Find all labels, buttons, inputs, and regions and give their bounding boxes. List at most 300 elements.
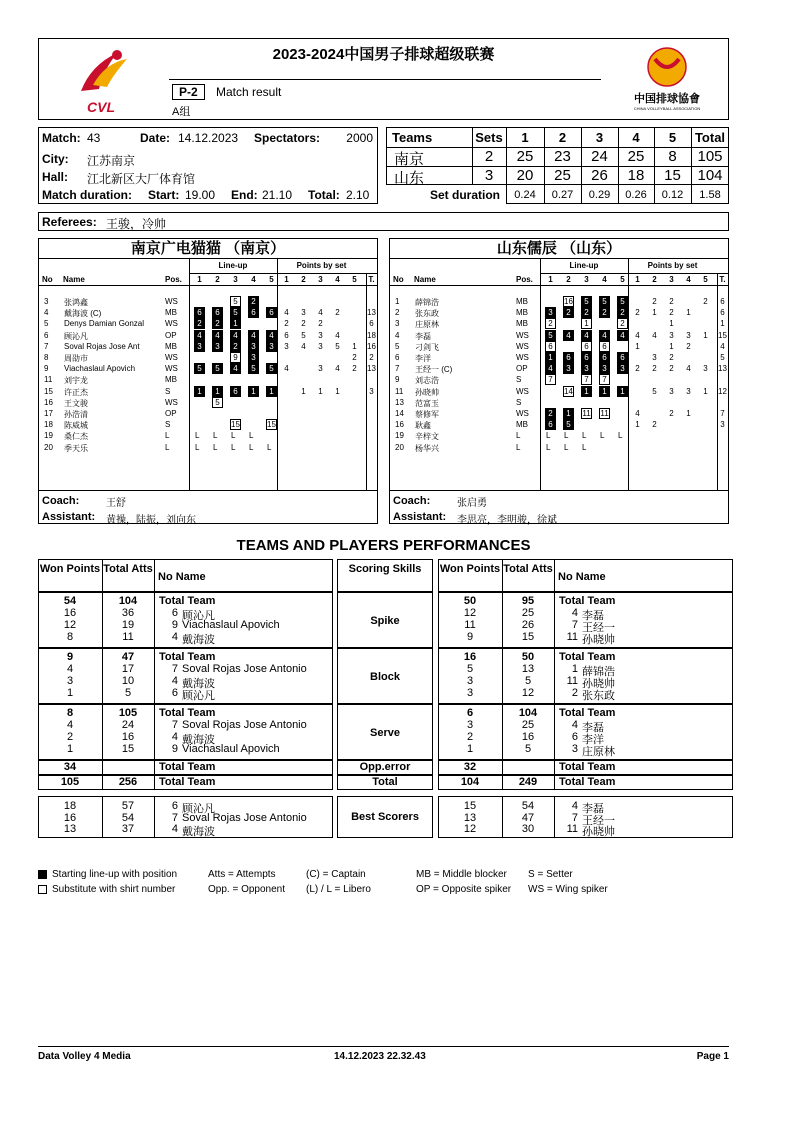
legend-item: Atts = Attempts: [208, 869, 276, 880]
lineup-cell: 5: [194, 363, 205, 374]
referees-value: 王骏，冷帅: [106, 217, 167, 231]
lineup-cell: 3: [248, 341, 259, 352]
footer-left: Data Volley 4 Media: [38, 1051, 131, 1062]
won-points: 8: [66, 631, 74, 643]
home-team-panel: [38, 238, 378, 524]
player-position: MB: [165, 375, 177, 385]
player-total: 13: [718, 364, 727, 374]
assistant-names: 黄操，陆振，刘向东: [106, 515, 196, 526]
referees-box: [38, 212, 729, 231]
score-set-points: 23: [554, 148, 571, 165]
won-points: 16: [63, 811, 77, 824]
libero-mark: L: [231, 442, 236, 452]
date-value: 14.12.2023: [178, 131, 239, 145]
player-name: 庄原林: [582, 746, 615, 758]
points-by-set-header: Points by set: [647, 261, 698, 270]
player-total: 5: [720, 353, 725, 362]
set-points: 1: [635, 420, 640, 430]
lineup-cell: 6: [581, 341, 592, 352]
best-scorers-label: Best Scorers: [351, 811, 419, 823]
player-number: 8: [44, 353, 49, 362]
player-no: 7: [171, 719, 178, 731]
set-points: 4: [686, 364, 691, 374]
set-points: 2: [703, 297, 708, 306]
lineup-cell: 6: [599, 341, 610, 352]
match-number: 43: [87, 131, 101, 145]
lineup-cell: 2: [545, 408, 556, 419]
won-points: 5: [466, 663, 474, 675]
player-name: 孙晓帅: [582, 634, 615, 646]
player-no: 4: [171, 823, 178, 835]
sets-header: Sets: [475, 130, 503, 145]
player-position: MB: [516, 319, 528, 329]
lineup-cell: 1: [563, 408, 574, 419]
libero-mark: L: [213, 442, 218, 452]
player-name: Total Team: [159, 651, 216, 663]
referees-label: Referees:: [42, 215, 97, 229]
team-name: 山东儒辰 （山东）: [496, 240, 622, 257]
lineup-cell: 6: [248, 307, 259, 318]
won-points: 18: [63, 800, 77, 812]
teams-header: Teams: [392, 130, 433, 145]
skill-name: Spike: [370, 615, 400, 627]
set-5-header: 5: [668, 130, 677, 145]
player-no: 7: [171, 811, 178, 824]
lineup-cell: 4: [248, 330, 259, 341]
lineup-cell: 1: [617, 386, 628, 397]
set-points: 2: [352, 353, 357, 362]
set-duration-value: 0.29: [588, 189, 611, 201]
lineup-cell: 4: [230, 330, 241, 341]
city-value: 江苏南京: [87, 154, 136, 168]
player-name: 范富玉: [415, 398, 439, 408]
set-points: 5: [301, 330, 306, 340]
player-name: Viachaslaul Apovich: [182, 619, 280, 631]
won-points: 11: [464, 619, 476, 631]
lineup-cell: 3: [212, 341, 223, 352]
lineup-set-header: 3: [584, 275, 589, 284]
total-atts: 5: [524, 675, 532, 687]
player-total: 2: [369, 353, 374, 362]
set-points: 2: [635, 364, 640, 374]
won-points: 2: [466, 731, 474, 743]
won-points: 105: [60, 776, 80, 788]
header-box: [38, 38, 729, 120]
set-points: 1: [686, 308, 691, 318]
team-label: Total Team: [559, 761, 616, 773]
player-no: 4: [171, 675, 178, 687]
player-position: L: [516, 431, 521, 441]
player-position: WS: [516, 386, 529, 396]
player-position: L: [165, 431, 170, 441]
substitute-square-icon: [38, 885, 47, 894]
won-points: 3: [466, 687, 474, 699]
player-name: 辛梓文: [415, 432, 439, 442]
total-atts: 105: [118, 707, 138, 719]
set-points: 2: [669, 364, 674, 374]
lineup-cell: 2: [230, 341, 241, 352]
player-no: 6: [171, 607, 178, 619]
total-atts: 10: [121, 675, 135, 687]
end-label: End:: [231, 188, 258, 202]
set-points: 3: [686, 330, 691, 340]
legend-item: OP = Opposite spiker: [416, 884, 512, 895]
player-number: 6: [395, 353, 400, 362]
set-points: 2: [686, 341, 691, 351]
lineup-set-header: 2: [566, 275, 571, 284]
won-points: 12: [463, 607, 477, 619]
won-points: 104: [460, 776, 480, 788]
lineup-cell: 5: [617, 296, 628, 307]
player-number: 6: [44, 330, 49, 340]
total-atts: 5: [124, 687, 132, 699]
player-number: 18: [44, 420, 53, 430]
date-label: Date:: [140, 131, 171, 145]
set-points: 1: [301, 386, 306, 396]
total-atts: 95: [521, 595, 535, 607]
lineup-cell: 1: [194, 386, 205, 397]
lineup-set-header: 1: [548, 275, 553, 284]
player-position: WS: [165, 353, 178, 362]
lineup-cell: 16: [564, 297, 573, 306]
score-set-points: 25: [627, 148, 645, 165]
player-position: WS: [165, 397, 178, 407]
set-points: 2: [652, 364, 657, 374]
player-position: OP: [165, 330, 177, 340]
libero-mark: L: [249, 442, 254, 452]
set-points: 3: [686, 386, 691, 396]
lineup-cell: 2: [599, 307, 610, 318]
set-points: 2: [652, 297, 657, 306]
set-points: 2: [669, 297, 674, 306]
set-points: 2: [301, 319, 306, 329]
player-name: 桑仁杰: [64, 432, 88, 442]
set-duration-value: 0.12: [661, 189, 684, 201]
player-total: 6: [720, 297, 725, 306]
won-points: 8: [66, 707, 74, 719]
total-atts: 15: [521, 631, 535, 643]
libero-mark: L: [546, 431, 551, 441]
fed-logo-sub: CHINA VOLLEYBALL ASSOCIATION: [633, 106, 701, 111]
lineup-cell: 1: [212, 386, 223, 397]
libero-mark: L: [195, 442, 200, 452]
lineup-cell: 4: [266, 330, 277, 341]
set-points: 2: [669, 409, 674, 418]
player-number: 5: [395, 341, 400, 351]
set-points: 2: [284, 319, 289, 329]
player-position: OP: [516, 364, 528, 374]
lineup-cell: 3: [545, 307, 556, 318]
total-atts: 15: [121, 743, 135, 755]
legend-item: MB = Middle blocker: [416, 869, 507, 880]
score-set-points: 15: [664, 167, 681, 184]
lineup-cell: 2: [194, 318, 205, 329]
player-position: MB: [516, 297, 528, 306]
team-name: 南京广电猫猫 （南京）: [130, 240, 286, 257]
player-number: 11: [395, 386, 404, 396]
scoring-skills-header: Scoring Skills: [348, 563, 422, 575]
lineup-cell: 4: [230, 363, 241, 374]
lineup-cell: 7: [545, 374, 556, 385]
libero-mark: L: [267, 442, 272, 452]
lineup-cell: 5: [212, 363, 223, 374]
player-name: Soval Rojas Jose Ant: [64, 341, 140, 351]
player-number: 16: [395, 420, 404, 430]
set-points: 6: [284, 330, 289, 340]
won-points: 15: [463, 800, 477, 812]
libero-mark: L: [231, 431, 236, 441]
total-header: Total: [694, 130, 726, 145]
lineup-cell: 3: [617, 363, 628, 374]
player-name: 刁剑飞: [415, 342, 439, 352]
player-name: Viachaslaul Apovich: [182, 743, 280, 755]
lineup-cell: 1: [599, 386, 610, 397]
player-position: OP: [165, 409, 177, 418]
player-name: Total Team: [159, 707, 216, 719]
player-position: WS: [516, 409, 529, 418]
city-label: City:: [42, 152, 69, 166]
score-set-points: 18: [627, 167, 645, 184]
group-label: A组: [172, 106, 191, 118]
set-points: 3: [669, 386, 674, 396]
player-name: Total Team: [559, 651, 616, 663]
won-points: 4: [66, 663, 74, 675]
lineup-cell: 6: [230, 386, 241, 397]
won-points: 9: [66, 651, 74, 663]
player-total: 3: [720, 420, 725, 430]
skill-name: Serve: [370, 727, 400, 739]
player-name: 张东政: [415, 309, 439, 319]
won-points-header: Won Points: [39, 563, 101, 575]
player-name: 孙晓帅: [415, 387, 439, 397]
player-position: S: [516, 375, 522, 385]
player-no: 2: [571, 687, 578, 699]
total-atts: 25: [521, 719, 535, 731]
lineup-cell: 14: [564, 386, 573, 396]
lineup-cell: 2: [617, 318, 628, 329]
lineup-cell: 11: [582, 409, 591, 418]
set-points: 2: [335, 308, 340, 318]
player-number: 13: [395, 397, 404, 407]
lineup-cell: 3: [248, 352, 259, 363]
player-no: 4: [571, 800, 578, 812]
coach-name: 张启勇: [457, 498, 487, 509]
player-name: 刘志浩: [415, 376, 439, 386]
set-3-header: 3: [595, 130, 604, 145]
set-points: 3: [284, 341, 289, 351]
player-name: Denys Damian Gonzal: [64, 319, 145, 329]
player-total: 18: [367, 330, 376, 340]
end-value: 21.10: [262, 188, 293, 202]
no-header: No: [42, 275, 53, 284]
libero-mark: L: [546, 442, 551, 452]
legend-item: WS = Wing spiker: [528, 884, 608, 895]
lineup-cell: 11: [600, 409, 609, 418]
player-number: 3: [395, 319, 400, 329]
set-duration-value: 0.26: [625, 189, 647, 201]
player-position: MB: [516, 308, 528, 318]
player-name: 蔡修军: [415, 410, 439, 419]
coach-label: Coach:: [42, 495, 80, 507]
player-total: 4: [720, 341, 725, 351]
points-set-header: 4: [686, 275, 691, 284]
name-header: Name: [414, 275, 436, 284]
set-points: 3: [318, 330, 323, 340]
points-set-header: 2: [301, 275, 306, 284]
lineup-cell: 5: [248, 363, 259, 374]
won-points: 50: [463, 595, 477, 607]
player-name: 戴海波 (C): [64, 309, 102, 319]
lineup-cell: 6: [194, 307, 205, 318]
spectators-value: 2000: [346, 131, 373, 145]
player-position: WS: [165, 319, 178, 329]
score-team-name: 山东: [394, 170, 425, 187]
total-atts: 11: [122, 631, 134, 643]
set-2-header: 2: [558, 130, 567, 145]
total-atts: 249: [518, 776, 538, 788]
set-points: 2: [669, 308, 674, 318]
player-name: 庄原林: [415, 320, 439, 330]
points-set-header: 3: [318, 275, 323, 284]
player-total: 3: [369, 386, 374, 396]
won-points: 3: [466, 675, 474, 687]
start-value: 19.00: [185, 188, 216, 202]
player-name: Total Team: [559, 595, 616, 607]
lineup-cell: 6: [545, 341, 556, 352]
lineup-cell: 4: [581, 330, 592, 341]
total-atts: 5: [524, 743, 532, 755]
player-name: 许正杰: [64, 387, 88, 397]
won-points: 1: [66, 687, 74, 699]
score-set-points: 26: [591, 167, 608, 184]
no-name-header: No Name: [158, 571, 206, 583]
won-points: 12: [63, 619, 77, 631]
cvl-logo-text: CVL: [87, 99, 115, 115]
player-no: 4: [171, 731, 178, 743]
spectators-label: Spectators:: [254, 131, 321, 145]
won-points: 13: [463, 811, 477, 824]
player-name: 李磊: [415, 331, 431, 341]
points-set-header: 2: [652, 275, 657, 284]
player-name: 周劭市: [64, 354, 88, 363]
total-atts: 104: [518, 707, 538, 719]
player-position: WS: [516, 353, 529, 362]
score-table: [386, 127, 729, 204]
set-points: 1: [686, 409, 691, 418]
player-total: 16: [367, 341, 376, 351]
lineup-cell: 6: [266, 307, 277, 318]
player-no: 11: [566, 823, 578, 835]
player-no: 6: [171, 687, 178, 699]
pos-header: Pos.: [165, 275, 182, 284]
set-points: 4: [284, 364, 289, 374]
player-position: MB: [165, 341, 177, 351]
lineup-cell: 5: [230, 296, 241, 307]
player-no: 7: [571, 619, 578, 631]
set-points: 1: [703, 386, 708, 396]
player-total: 6: [369, 319, 374, 329]
no-name-header: No Name: [558, 571, 606, 583]
lineup-cell: 4: [545, 363, 556, 374]
set-duration-value: 0.27: [551, 189, 574, 201]
player-name: Total Team: [159, 595, 216, 607]
no-header: No: [393, 275, 404, 284]
lineup-cell: 1: [581, 318, 592, 329]
player-no: 11: [566, 631, 578, 643]
total-atts: 17: [121, 663, 135, 675]
player-total: 15: [718, 330, 727, 340]
libero-mark: L: [582, 431, 587, 441]
player-no: 6: [171, 800, 178, 812]
total-label: Total: [372, 776, 398, 788]
set-points: 1: [335, 386, 340, 396]
score-team-name: 南京: [394, 151, 425, 168]
lineup-cell: 7: [581, 374, 592, 385]
total-atts: 37: [121, 823, 135, 835]
player-name: 杨华兴: [415, 443, 439, 453]
libero-mark: L: [600, 431, 605, 441]
won-points: 32: [463, 761, 477, 773]
player-number: 20: [395, 442, 404, 452]
player-no: 3: [571, 743, 578, 755]
set-points: 4: [284, 308, 289, 318]
lineup-cell: 1: [266, 386, 277, 397]
set-points: 5: [335, 341, 340, 351]
score-total: 105: [697, 148, 723, 165]
lineup-cell: 2: [581, 307, 592, 318]
player-position: L: [516, 442, 521, 452]
footer-center: 14.12.2023 22.32.43: [334, 1051, 426, 1062]
player-name: 李磊: [582, 803, 604, 815]
set-points: 3: [669, 330, 674, 340]
lineup-cell: 5: [266, 363, 277, 374]
lineup-cell: 6: [599, 352, 610, 363]
lineup-cell: 4: [617, 330, 628, 341]
set-points: 2: [318, 319, 323, 329]
set-points: 4: [635, 330, 640, 340]
player-number: 4: [44, 308, 49, 318]
lineup-cell: 9: [230, 352, 241, 363]
set-points: 5: [652, 386, 657, 396]
player-name: 耿鑫: [415, 421, 431, 431]
player-number: 3: [44, 297, 49, 306]
set-points: 3: [318, 341, 323, 351]
lineup-set-header: 3: [233, 275, 238, 284]
set-1-header: 1: [521, 130, 529, 145]
set-points: 2: [652, 420, 657, 430]
coach-label: Coach:: [393, 495, 431, 507]
lineup-cell: 5: [599, 296, 610, 307]
starting-lineup-square-icon: [38, 870, 47, 879]
lineup-cell: 5: [545, 330, 556, 341]
lineup-set-header: 1: [197, 275, 202, 284]
hall-value: 江北新区大厂体育馆: [87, 172, 196, 186]
libero-mark: L: [582, 442, 587, 452]
player-position: S: [165, 386, 171, 396]
player-total: 1: [720, 319, 725, 329]
player-name: 张东政: [582, 690, 615, 702]
player-number: 16: [44, 397, 53, 407]
player-no: 4: [571, 719, 578, 731]
player-name: 张鸿鑫: [64, 298, 88, 307]
set-points: 2: [635, 308, 640, 318]
score-sets-won: 3: [484, 167, 494, 184]
libero-mark: L: [618, 431, 623, 441]
player-number: 20: [44, 442, 53, 452]
won-points: 3: [66, 675, 74, 687]
player-number: 9: [44, 364, 49, 374]
opp-label: Opp.error: [359, 761, 411, 773]
